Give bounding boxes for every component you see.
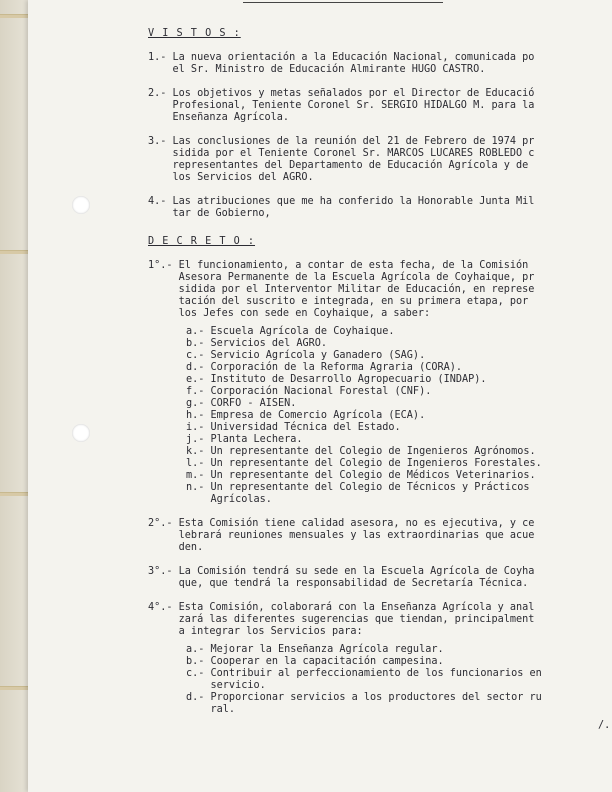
vistos-item-1-line: 1.- La nueva orientación a la Educación Nacional, comunicada po: [148, 52, 535, 63]
member-item: a.- Escuela Agrícola de Coyhaique.: [186, 326, 395, 337]
purpose-item: d.- Proporcionar servicios a los productores del sector ru: [186, 692, 542, 703]
top-rule: [243, 2, 443, 3]
vistos-item-1-line: el Sr. Ministro de Educación Almirante HUGO CASTRO.: [148, 64, 486, 75]
article-3-line: 3°.- La Comisión tendrá su sede en la Escuela Agrícola de Coyha: [148, 566, 535, 577]
article-1-line: Asesora Permanente de la Escuela Agrícola de Coyhaique, pr: [148, 272, 535, 283]
article-1-line: sidida por el Interventor Militar de Educación, en represe: [148, 284, 535, 295]
purpose-item: servicio.: [186, 680, 266, 691]
member-item: l.- Un representante del Colegio de Ingenieros Forestales.: [186, 458, 542, 469]
article-4-line: a integrar los Servicios para:: [148, 626, 363, 637]
article-4-line: zará las diferentes sugerencias que tiendan, principalment: [148, 614, 535, 625]
member-item: e.- Instituto de Desarrollo Agropecuario (INDAP).: [186, 374, 487, 385]
article-4-line: 4°.- Esta Comisión, colaborará con la Enseñanza Agrícola y anal: [148, 602, 535, 613]
article-1-line: los Jefes con sede en Coyhaique, a saber:: [148, 308, 431, 319]
vistos-item-2-line: Profesional, Teniente Coronel Sr. SERGIO HIDALGO M. para la: [148, 100, 535, 111]
page-continuation-mark: /.: [598, 720, 611, 731]
decreto-heading: D E C R E T O :: [148, 236, 256, 247]
article-1-line: 1°.- El funcionamiento, a contar de esta fecha, de la Comisión: [148, 260, 529, 271]
purpose-item: b.- Cooperar en la capacitación campesina.: [186, 656, 444, 667]
member-item: Agrícolas.: [186, 494, 272, 505]
member-item: g.- CORFO - AISEN.: [186, 398, 297, 409]
member-item: c.- Servicio Agrícola y Ganadero (SAG).: [186, 350, 426, 361]
member-item: d.- Corporación de la Reforma Agraria (CORA).: [186, 362, 463, 373]
punch-hole: [72, 196, 90, 214]
member-item: i.- Universidad Técnica del Estado.: [186, 422, 401, 433]
vistos-item-2-line: 2.- Los objetivos y metas señalados por el Director de Educació: [148, 88, 535, 99]
binder-edge: [0, 0, 28, 792]
vistos-item-3-line: los Servicios del AGRO.: [148, 172, 314, 183]
vistos-item-2-line: Enseñanza Agrícola.: [148, 112, 290, 123]
article-2-line: 2°.- Esta Comisión tiene calidad asesora, no es ejecutiva, y ce: [148, 518, 535, 529]
vistos-item-3-line: representantes del Departamento de Educación Agrícola y de: [148, 160, 529, 171]
document-page: [28, 0, 612, 792]
purpose-item: a.- Mejorar la Enseñanza Agrícola regular.: [186, 644, 444, 655]
vistos-item-3-line: sidida por el Teniente Coronel Sr. MARCOS LUCARES ROBLEDO c: [148, 148, 535, 159]
member-item: f.- Corporación Nacional Forestal (CNF).: [186, 386, 432, 397]
vistos-item-4-line: 4.- Las atribuciones que me ha conferido la Honorable Junta Mil: [148, 196, 535, 207]
member-item: m.- Un representante del Colegio de Médicos Veterinarios.: [186, 470, 536, 481]
vistos-item-3-line: 3.- Las conclusiones de la reunión del 21 de Febrero de 1974 pr: [148, 136, 535, 147]
vistos-item-4-line: tar de Gobierno,: [148, 208, 271, 219]
vistos-heading: V I S T O S :: [148, 28, 241, 39]
punch-hole: [72, 424, 90, 442]
member-item: n.- Un representante del Colegio de Técnicos y Prácticos: [186, 482, 530, 493]
purpose-item: c.- Contribuir al perfeccionamiento de los funcionarios en: [186, 668, 542, 679]
article-1-line: tación del suscrito e integrada, en su primera etapa, por: [148, 296, 529, 307]
article-2-line: lebrará reuniones mensuales y las extraordinarias que acue: [148, 530, 535, 541]
article-2-line: den.: [148, 542, 204, 553]
purpose-item: ral.: [186, 704, 236, 715]
member-item: k.- Un representante del Colegio de Ingenieros Agrónomos.: [186, 446, 536, 457]
member-item: j.- Planta Lechera.: [186, 434, 303, 445]
member-item: b.- Servicios del AGRO.: [186, 338, 328, 349]
member-item: h.- Empresa de Comercio Agrícola (ECA).: [186, 410, 426, 421]
article-3-line: que, que tendrá la responsabilidad de Secretaría Técnica.: [148, 578, 529, 589]
